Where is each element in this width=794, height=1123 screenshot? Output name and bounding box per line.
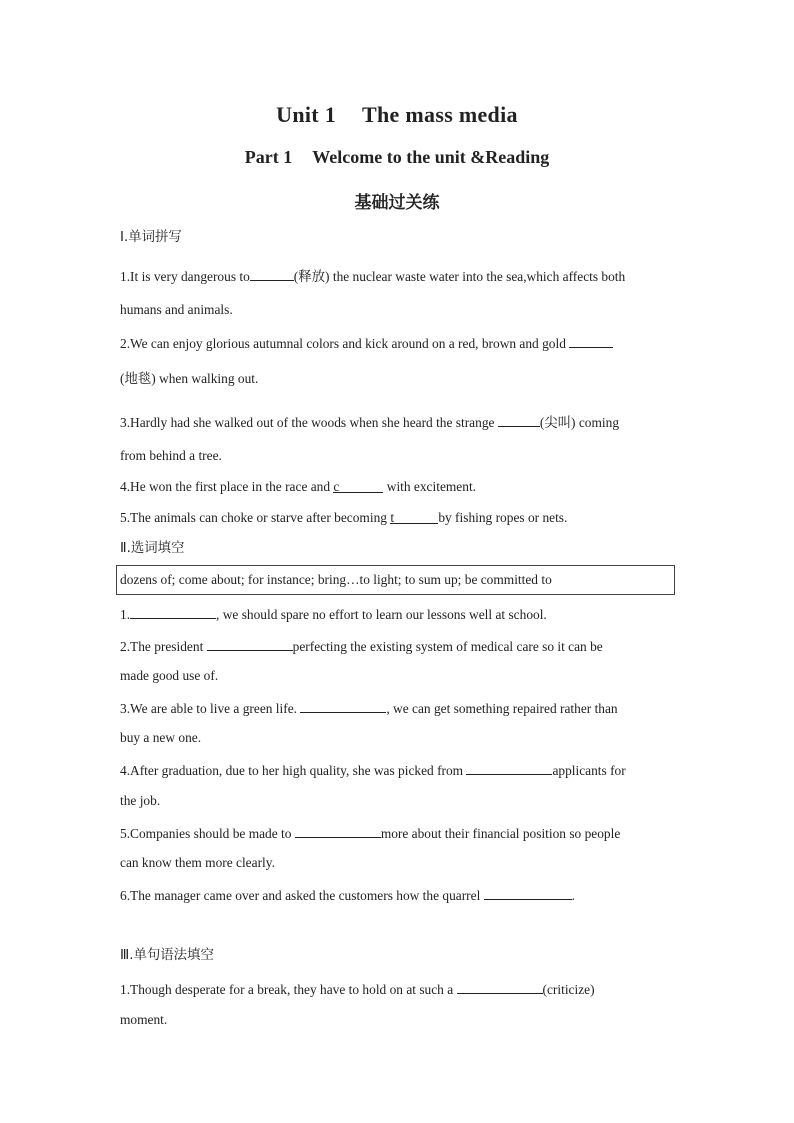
s1-item-5: 5.The animals can choke or starve after becoming t by fishing ropes or nets. [120, 510, 568, 525]
s2-item-3-cont: buy a new one. [120, 730, 202, 745]
s2-item-2: 2.The president perfecting the existing system of medical care so it can be [120, 636, 603, 656]
answer-blank[interactable] [295, 823, 381, 838]
s3-item-1-cont: moment. [120, 1012, 168, 1027]
s1-item-3: 3.Hardly had she walked out of the woods when she heard the strange (尖叫) coming [120, 412, 619, 432]
s2-item-1: 1. , we should spare no effort to learn our lessons well at school. [120, 604, 547, 624]
s2-item-4-cont: the job. [120, 793, 161, 808]
exercise-subtitle: 基础过关练 [354, 193, 440, 213]
word-bank-text: dozens of; come about; for instance; bring…to light; to sum up; be committed to [120, 572, 552, 587]
s3-item-1: 1.Though desperate for a break, they have to hold on at such a (criticize) [120, 979, 595, 999]
answer-blank[interactable] [466, 760, 552, 775]
answer-blank[interactable] [300, 698, 386, 713]
answer-blank[interactable] [484, 885, 572, 900]
s1-item-1: 1.It is very dangerous to (释放) the nuclear waste water into the sea,which affects both [120, 266, 625, 286]
part-title: Part 1 Welcome to the unit &Reading [244, 147, 550, 167]
section-3-heading: Ⅲ.单句语法填空 [120, 948, 214, 963]
answer-blank[interactable] [130, 604, 216, 619]
section-2-heading: Ⅱ.选词填空 [120, 541, 185, 556]
s1-item-2-cont: (地毯) when walking out. [120, 371, 259, 386]
answer-blank[interactable] [498, 412, 540, 427]
s2-item-5-cont: can know them more clearly. [120, 855, 275, 870]
answer-blank[interactable] [457, 979, 543, 994]
s2-item-6: 6.The manager came over and asked the customers how the quarrel . [120, 885, 575, 905]
s2-item-5: 5.Companies should be made to more about their financial position so people [120, 823, 620, 843]
section-1-heading: Ⅰ.单词拼写 [120, 230, 182, 245]
s1-item-4: 4.He won the first place in the race and c with excitement. [120, 479, 477, 494]
s2-item-4: 4.After graduation, due to her high quality, she was picked from applicants for [120, 760, 626, 780]
s1-item-3-cont: from behind a tree. [120, 448, 222, 463]
s2-item-2-cont: made good use of. [120, 668, 219, 683]
answer-blank[interactable]: c [333, 478, 383, 493]
s2-item-3: 3.We are able to live a green life. , we can get something repaired rather than [120, 698, 618, 718]
s1-item-1-cont: humans and animals. [120, 302, 233, 317]
answer-blank[interactable] [207, 636, 293, 651]
answer-blank[interactable] [569, 333, 613, 348]
s1-item-2: 2.We can enjoy glorious autumnal colors and kick around on a red, brown and gold [120, 333, 613, 353]
answer-blank[interactable] [250, 266, 294, 281]
answer-blank[interactable]: t [390, 509, 438, 524]
unit-title: Unit 1 The mass media [276, 102, 518, 127]
